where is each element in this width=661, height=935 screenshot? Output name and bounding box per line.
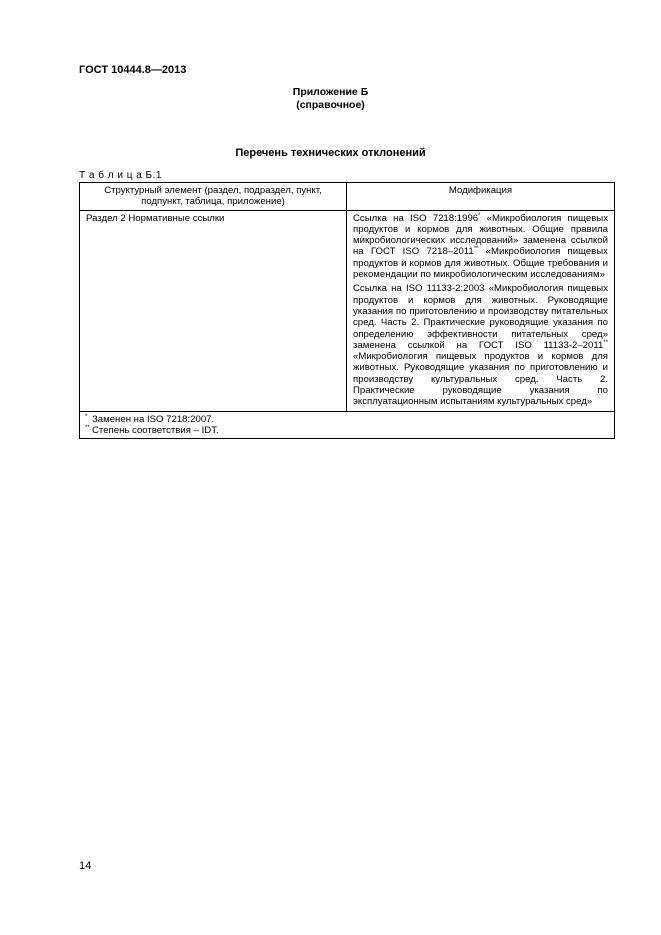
footnote-text: Заменен на ISO 7218:2007. bbox=[92, 413, 215, 425]
modification-text: «Микробиология пищевых продуктов и кормов для животных. Руководящие указания по приготовлению и производству культуральных сред. Часть 2. Практические руководящие указания по эксплуатационным испытаниям культуральных сред» bbox=[353, 351, 608, 408]
cell-structural-element: Раздел 2 Нормативные ссылки bbox=[80, 210, 347, 411]
modification-paragraph bbox=[353, 283, 608, 407]
modification-text: Ссылка на ISO 11133-2:2003 «Микробиология пищевых продуктов и кормов для животных. Руководящие указания по приготовлению и производству питательных сред. Часть 2. Практические руководящие указания по определению эффективности питательных сред» заменена ссылкой на ГОСТ ISO 11133-2–2011 bbox=[353, 283, 608, 351]
table-header-row bbox=[80, 183, 615, 211]
table-footnotes-row bbox=[80, 411, 615, 439]
annex-heading bbox=[0, 86, 661, 112]
deviations-table bbox=[79, 182, 615, 439]
modification-text: «Микробиология пищевых продуктов и кормов для животных. Общие правила микробиологических исследований» заменена ссылкой на ГОСТ ISO 7218–2011 bbox=[353, 212, 608, 258]
footnote-mark: ** bbox=[85, 424, 90, 431]
footnote-mark: ** bbox=[603, 339, 608, 346]
footnote-text: Степень соответствия – IDT. bbox=[92, 424, 219, 436]
modification-paragraph bbox=[353, 213, 608, 281]
table-row bbox=[80, 210, 615, 411]
cell-modification bbox=[347, 210, 615, 411]
modification-text: Ссылка на ISO 7218:1996 bbox=[353, 212, 479, 224]
footnote-item bbox=[85, 424, 608, 436]
annex-title: Приложение Б bbox=[292, 86, 369, 98]
table-footnotes bbox=[80, 411, 615, 439]
annex-status: (справочное) bbox=[296, 99, 365, 111]
table-caption: Т а б л и ц а Б.1 bbox=[79, 170, 162, 181]
section-title: Перечень технических отклонений bbox=[235, 147, 426, 159]
footnote-mark: * bbox=[478, 212, 481, 219]
column-header-structural-element: Структурный элемент (раздел, подраздел, пункт, подпункт, таблица, приложение) bbox=[80, 183, 347, 211]
page-number: 14 bbox=[79, 860, 92, 872]
footnote-mark: * bbox=[85, 413, 88, 420]
column-header-modification: Модификация bbox=[347, 183, 615, 211]
footnote-item bbox=[85, 413, 608, 425]
document-header-standard-code: ГОСТ 10444.8—2013 bbox=[79, 64, 187, 76]
footnote-mark: ** bbox=[473, 246, 479, 253]
modification-text: «Микробиология пищевых продуктов и кормов для животных. Общие требования и рекомендации по микробиологическим исследованиям» bbox=[353, 246, 608, 281]
